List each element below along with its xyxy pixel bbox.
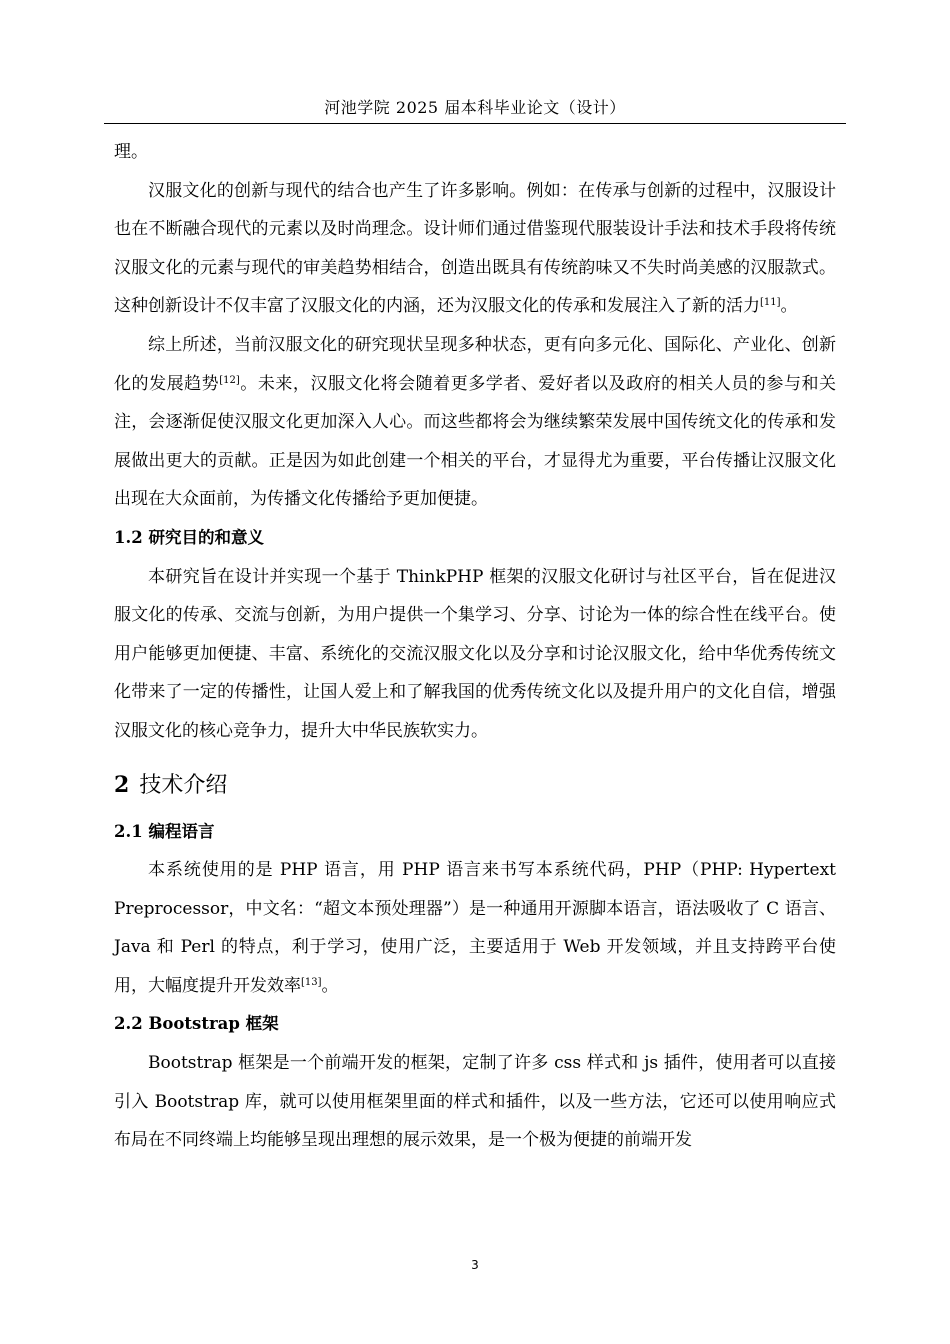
paragraph-text: 。 <box>321 975 339 996</box>
chapter-number: 2 <box>114 771 130 798</box>
citation-ref: [11] <box>760 297 781 309</box>
paragraph-text: 本系统使用的是 PHP 语言，用 PHP 语言来书写本系统代码，PHP（PHP: Hypertext Preprocessor，中文名：“超文本预处理器”）是一种通用开源脚本语言，语法吸收了 C 语言、Java 和 Perl 的特点，利于学习，使用广泛，主要适用于 Web 开发领域，并且支持跨平台使用，大幅度提升开发效率 <box>114 860 836 996</box>
running-header: 河池学院 2025 届本科毕业论文（设计） <box>324 98 626 117</box>
paragraph-text: 。未来，汉服文化将会随着更多学者、爱好者以及政府的相关人员的参与和关注，会逐渐促使汉服文化更加深入人心。而这些都将会为继续繁荣发展中国传统文化的传承和发展做出更大的贡献。正是因为如此创建一个相关的平台，才显得尤为重要，平台传播让汉服文化出现在大众面前，为传播文化传播给予更加便捷。 <box>114 373 837 510</box>
paragraph-research-purpose: 本研究旨在设计并实现一个基于 ThinkPHP 框架的汉服文化研讨与社区平台，旨在促进汉服文化的传承、交流与创新，为用户提供一个集学习、分享、讨论为一体的综合性在线平台。使用户能够更加便捷、丰富、系统化的交流汉服文化以及分享和讨论汉服文化，给中华优秀传统文化带来了一定的传播性，让国人爱上和了解我国的优秀传统文化以及提升用户的文化自信，增强汉服文化的核心竞争力，提升大中华民族软实力。 <box>114 566 836 741</box>
chapter-heading-2 <box>114 751 836 813</box>
paragraph-hanfu-innovation <box>114 172 836 326</box>
section-heading-2-2: 2.2 Bootstrap 框架 <box>114 1014 279 1034</box>
page-body <box>114 133 836 1160</box>
paragraph-summary <box>114 326 836 519</box>
paragraph-php <box>114 851 836 1005</box>
chapter-title: 技术介绍 <box>139 772 228 798</box>
paragraph-bootstrap: Bootstrap 框架是一个前端开发的框架，定制了许多 css 样式和 js 插件，使用者可以直接引入 Bootstrap 库，就可以使用框架里面的样式和插件，以及一些方法，它还可以使用响应式布局在不同终端上均能够呈现出理想的展示效果，是一个极为便捷的前端开发 <box>114 1053 836 1151</box>
header-rule <box>104 123 846 124</box>
citation-ref: [12] <box>219 374 240 386</box>
paragraph-text: 综上所述，当前汉服文化的研究现状呈现多种状态，更有向多元化、国际化、产业化、创新化的发展趋势 <box>114 334 836 394</box>
paragraph-text: 。 <box>780 296 798 317</box>
paragraph-continuation: 理。 <box>114 142 148 162</box>
citation-ref: [13] <box>301 976 322 988</box>
section-heading-1-2: 1.2 研究目的和意义 <box>114 527 264 547</box>
page-number: 3 <box>471 1258 479 1272</box>
paragraph-text: 汉服文化的创新与现代的结合也产生了许多影响。例如：在传承与创新的过程中，汉服设计也在不断融合现代的元素以及时尚理念。设计师们通过借鉴现代服装设计手法和技术手段将传统汉服文化的元素与现代的审美趋势相结合，创造出既具有传统韵味又不失时尚美感的汉服款式。这种创新设计不仅丰富了汉服文化的内涵，还为汉服文化的传承和发展注入了新的活力 <box>114 180 836 317</box>
section-heading-2-1: 2.1 编程语言 <box>114 821 215 841</box>
